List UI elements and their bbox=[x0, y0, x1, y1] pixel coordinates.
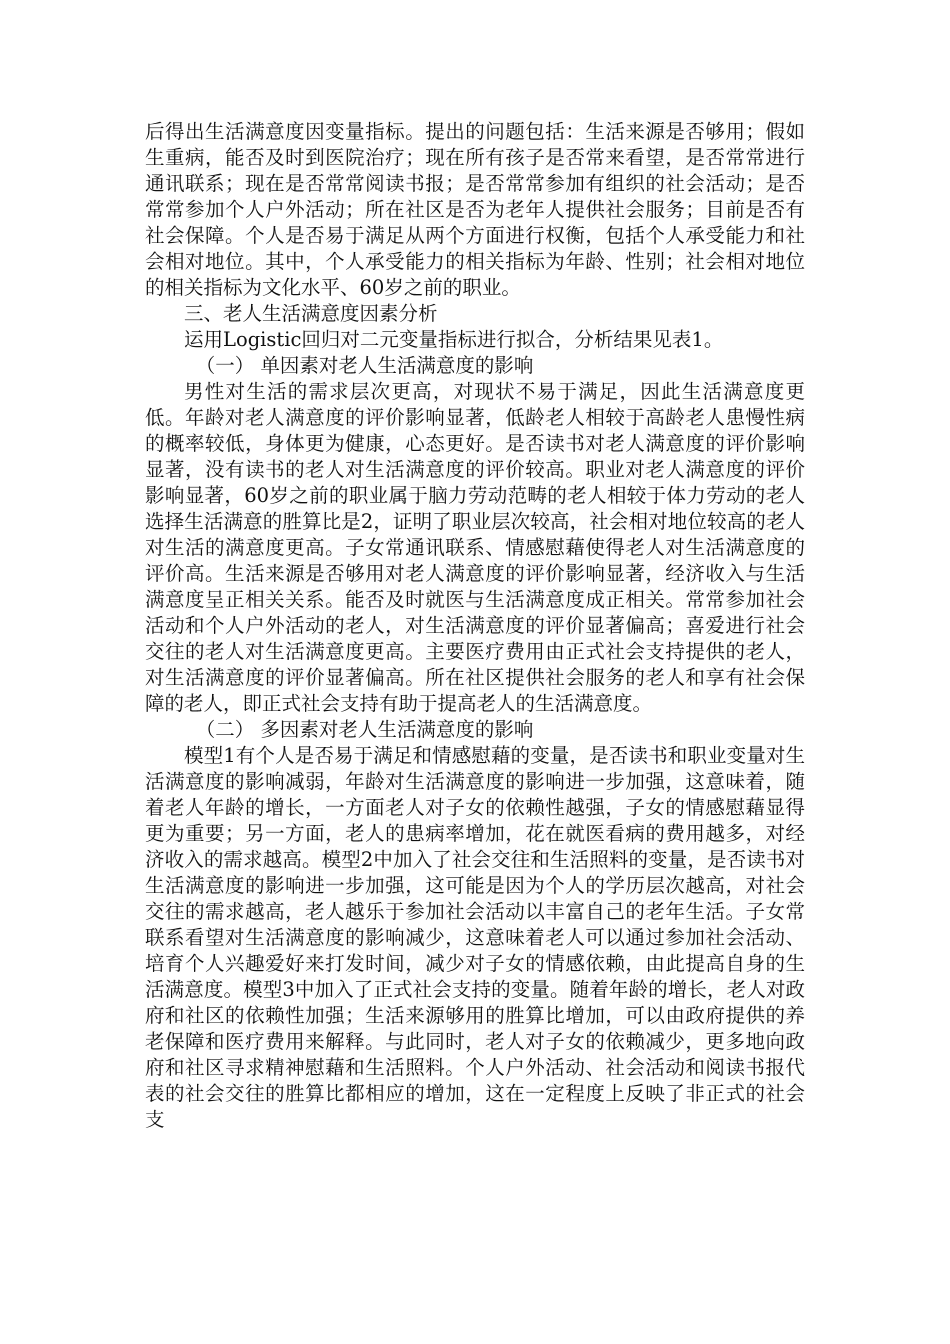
paragraph-single-factor: 男性对生活的需求层次更高，对现状不易于满足，因此生活满意度更低。年龄对老人满意度的评价影响显著，低龄老人相较于高龄老人患慢性病的概率较低，身体更为健康，心态更好。是否读书对老人满意度的评价影响显著，没有读书的老人对生活满意度的评价较高。职业对老人满意度的评价影响显著，60岁之前的职业属于脑力劳动范畴的老人相较于体力劳动的老人选择生活满意的胜算比是2，证明了职业层次较高，社会相对地位较高的老人对生活的满意度更高。子女常通讯联系、情感慰藉使得老人对生活满意度的评价高。生活来源是否够用对老人满意度的评价影响显著，经济收入与生活满意度呈正相关关系。能否及时就医与生活满意度成正相关。常常参加社会活动和个人户外活动的老人，对生活满意度的评价显著偏高；喜爱进行社会交往的老人对生活满意度更高。主要医疗费用由正式社会支持提供的老人，对生活满意度的评价显著偏高。所在社区提供社会服务的老人和享有社会保障的老人，即正式社会支持有助于提高老人的生活满意度。 bbox=[145, 380, 805, 715]
document-body bbox=[145, 119, 805, 1133]
paragraph-multi-factor: 模型1有个人是否易于满足和情感慰藉的变量，是否读书和职业变量对生活满意度的影响减弱，年龄对生活满意度的影响进一步加强，这意味着，随着老人年龄的增长，一方面老人对子女的依赖性越强，子女的情感慰藉显得更为重要；另一方面，老人的患病率增加，花在就医看病的费用越多，对经济收入的需求越高。模型2中加入了社会交往和生活照料的变量，是否读书对生活满意度的影响进一步加强，这可能是因为个人的学历层次越高，对社会交往的需求越高，老人越乐于参加社会活动以丰富自己的老年生活。子女常联系看望对生活满意度的影响减少，这意味着老人可以通过参加社会活动、培育个人兴趣爱好来打发时间，减少对子女的情感依赖，由此提高自身的生活满意度。模型3中加入了正式社会支持的变量。随着年龄的增长，老人对政府和社区的依赖性加强；生活来源够用的胜算比增加，可以由政府提供的养老保障和医疗费用来解释。与此同时，老人对子女的依赖减少，更多地向政府和社区寻求精神慰藉和生活照料。个人户外活动、社会活动和阅读书报代表的社会交往的胜算比都相应的增加，这在一定程度上反映了非正式的社会支 bbox=[145, 744, 805, 1131]
paragraph-logistic: 运用Logistic回归对二元变量指标进行拟合，分析结果见表1。 bbox=[184, 328, 724, 351]
section-heading-3: 三、老人生活满意度因素分析 bbox=[184, 302, 438, 325]
subsection-heading-1: （一） 单因素对老人生活满意度的影响 bbox=[195, 354, 534, 377]
subsection-heading-2: （二） 多因素对老人生活满意度的影响 bbox=[195, 718, 534, 741]
paragraph-continuation: 后得出生活满意度因变量指标。提出的问题包括：生活来源是否够用；假如生重病，能否及时到医院治疗；现在所有孩子是否常来看望，是否常常进行通讯联系；现在是否常常阅读书报；是否常常参加有组织的社会活动；是否常常参加个人户外活动；所在社区是否为老年人提供社会服务；目前是否有社会保障。个人是否易于满足从两个方面进行权衡，包括个人承受能力和社会相对地位。其中，个人承受能力的相关指标为年龄、性别；社会相对地位的相关指标为文化水平、60岁之前的职业。 bbox=[145, 120, 805, 299]
